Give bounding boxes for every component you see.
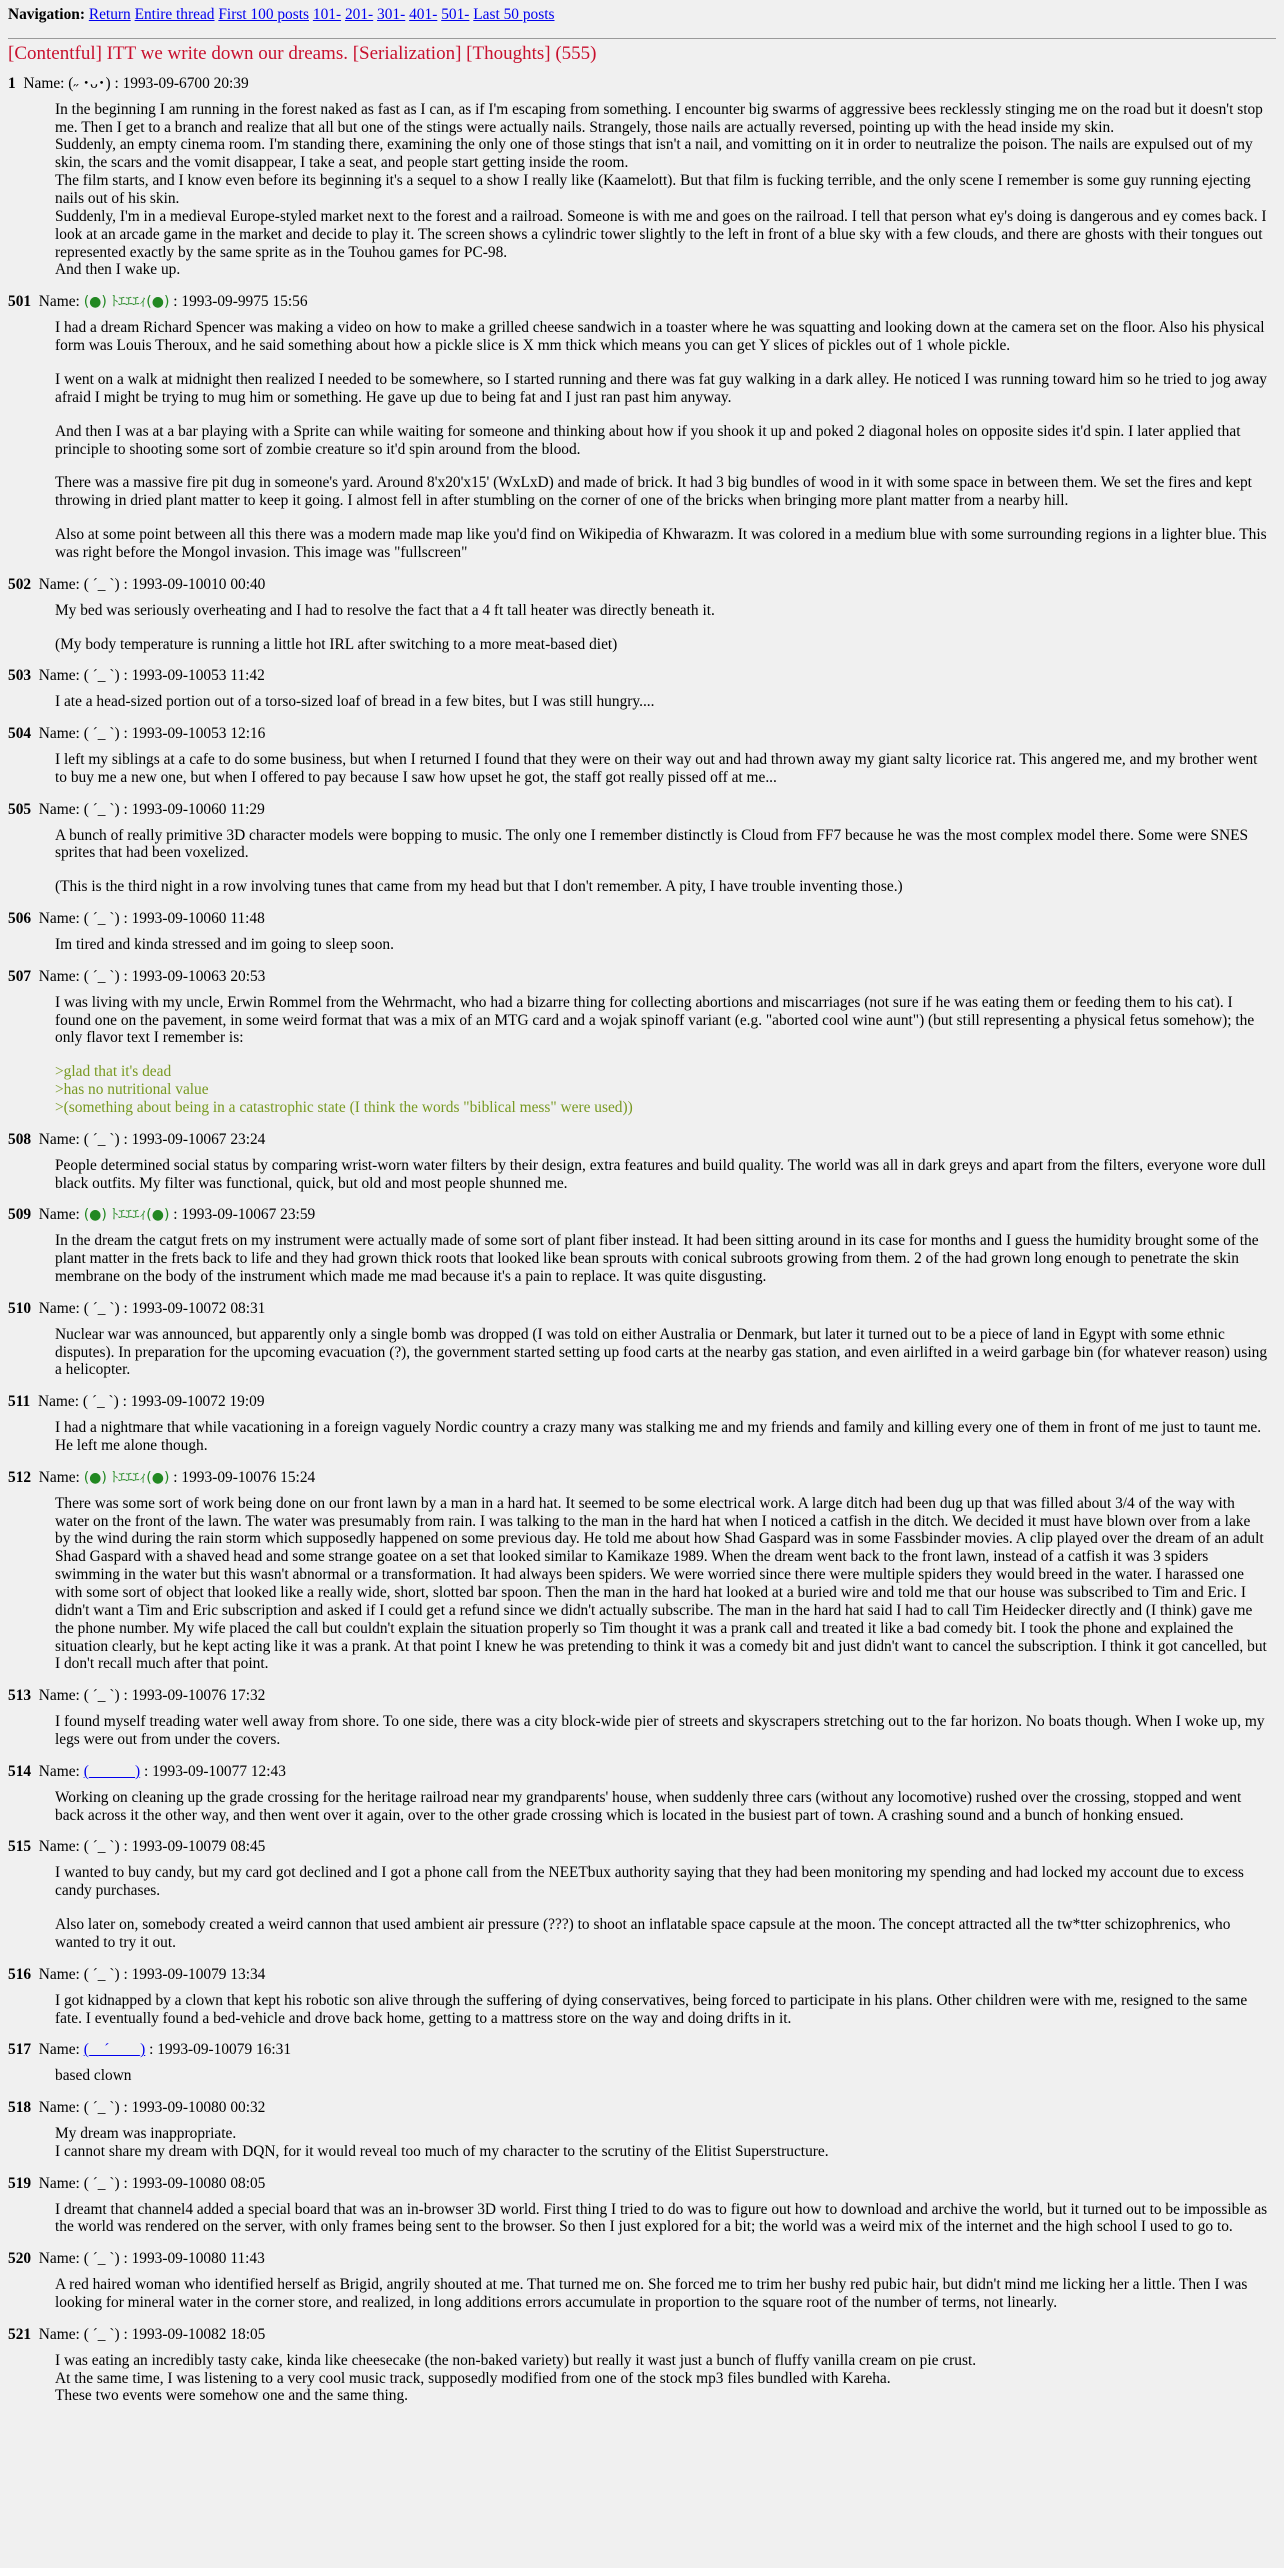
post-text-line: There was a massive fire pit dug in someone's yard. Around 8'x20'x15' (WxLxD) and made of brick. It had 3 big bundles of wood in it with some space in between them. We set the fires and kept throwing in dried plant matter to keep it going. I almost fell in after stumbling on the corner of one of the bricks when bringing more plant matter from a nearby hill. bbox=[55, 474, 1252, 510]
post-number[interactable]: 521 bbox=[8, 2325, 32, 2343]
post-paragraph bbox=[55, 1992, 1268, 2028]
name-label: Name: bbox=[38, 2041, 80, 2059]
post-date: 1993-09-6700 20:39 bbox=[122, 74, 249, 92]
post-body bbox=[55, 827, 1268, 897]
poster-name: ( ˊ_ ˋ) bbox=[83, 2250, 120, 2268]
post bbox=[8, 725, 1276, 787]
post-paragraph bbox=[55, 994, 1268, 1048]
post-text-line: I had a nightmare that while vacationing in a foreign vaguely Nordic country a crazy many was stalking me and my friends and family and killing every one of them in front of me just to taunt me. He left me alone though. bbox=[55, 1419, 1262, 1455]
post-paragraph bbox=[55, 2067, 1268, 2085]
post-number[interactable]: 517 bbox=[8, 2041, 32, 2059]
name-label: Name: bbox=[23, 74, 65, 92]
post bbox=[8, 910, 1276, 954]
nav-link-first-100[interactable]: First 100 posts bbox=[218, 6, 310, 23]
post-text-line: (My body temperature is running a little hot IRL after switching to a more meat-based diet) bbox=[55, 635, 618, 653]
post-paragraph bbox=[55, 878, 1268, 896]
post-text-line: Working on cleaning up the grade crossing for the heritage railroad near my grandparents' house, when suddenly three cars (without any locomotive) rushed over the crossing, stopped and went back across it the other way, and then went over it again, over to the other grade crossing which is located in the busiest part of town. A crashing sound and a bunch of honking ensued. bbox=[55, 1788, 1242, 1824]
post-body bbox=[55, 1326, 1268, 1380]
post-paragraph bbox=[55, 319, 1268, 355]
post-date: 1993-09-10067 23:59 bbox=[181, 1206, 316, 1224]
greentext-quote bbox=[55, 1063, 1268, 1117]
post bbox=[8, 75, 1276, 279]
post-header: 510 Name: ( ˊ_ ˋ) : 1993-09-10072 08:31 bbox=[8, 1299, 266, 1317]
name-label: Name: bbox=[38, 967, 80, 985]
post-header: 506 Name: ( ˊ_ ˋ) : 1993-09-10060 11:48 bbox=[8, 910, 265, 928]
post-date: 1993-09-10079 13:34 bbox=[131, 1965, 266, 1983]
name-label: Name: bbox=[38, 2099, 80, 2117]
post-number[interactable]: 513 bbox=[8, 1687, 32, 1705]
post bbox=[8, 1206, 1276, 1285]
poster-name-link[interactable]: (__ˊ____) bbox=[83, 2041, 146, 2059]
post-number[interactable]: 520 bbox=[8, 2250, 32, 2268]
name-label: Name: bbox=[38, 800, 80, 818]
navigation-label: Navigation: bbox=[8, 6, 85, 23]
post-header: 515 Name: ( ˊ_ ˋ) : 1993-09-10079 08:45 bbox=[8, 1838, 266, 1856]
post bbox=[8, 968, 1276, 1117]
post-date: 1993-09-10076 17:32 bbox=[131, 1687, 266, 1705]
post-header: 507 Name: ( ˊ_ ˋ) : 1993-09-10063 20:53 bbox=[8, 967, 266, 985]
post-header: 503 Name: ( ˊ_ ˋ) : 1993-09-10053 11:42 bbox=[8, 667, 265, 685]
post-body bbox=[55, 602, 1268, 654]
post bbox=[8, 2041, 1276, 2085]
post-paragraph bbox=[55, 1713, 1268, 1749]
post-date: 1993-09-10080 08:05 bbox=[131, 2174, 266, 2192]
post bbox=[8, 801, 1276, 896]
post-text-line: Suddenly, an empty cinema room. I'm standing there, examining the only one of those stings that isn't a nail, and vomitting on it in order to neutralize the poison. The nails are expulsed out of my skin, the scars and the vomit disappear, I take a seat, and people start getting inside the room. bbox=[55, 136, 1253, 172]
name-label: Name: bbox=[38, 293, 80, 311]
post-body bbox=[55, 994, 1268, 1117]
post bbox=[8, 2175, 1276, 2237]
post-text-line: The film starts, and I know even before its beginning it's a sequel to a show I really like (Kaamelott). But that film is fucking terrible, and the only scene I remember is some guy running ejecting nails out of his skin. bbox=[55, 172, 1251, 208]
post-date: 1993-09-10067 23:24 bbox=[131, 1130, 266, 1148]
post-text-line: I left my siblings at a cafe to do some business, but when I returned I found that they were on their way out and had thrown away my giant salty licorice rat. This angered me, and my brother went to buy me a new one, but when I offered to pay because I saw how upset he got, the staff got really pissed off at me... bbox=[55, 750, 1258, 786]
post-header: 502 Name: ( ˊ_ ˋ) : 1993-09-10010 00:40 bbox=[8, 575, 266, 593]
post-number[interactable]: 504 bbox=[8, 725, 32, 743]
post-body bbox=[55, 1157, 1268, 1193]
post-header: 520 Name: ( ˊ_ ˋ) : 1993-09-10080 11:43 bbox=[8, 2250, 265, 2268]
post-body bbox=[55, 1864, 1268, 1951]
post-number[interactable]: 515 bbox=[8, 1838, 32, 1856]
navigation-bar bbox=[8, 6, 1276, 24]
post-paragraph bbox=[55, 602, 1268, 620]
poster-name: ( ˊ_ ˋ) bbox=[83, 1838, 120, 1856]
poster-name: ( ˊ_ ˋ) bbox=[83, 575, 120, 593]
post-paragraph bbox=[55, 2276, 1268, 2312]
post-text-line: I dreamt that channel4 added a special board that was an in-browser 3D world. First thing I tried to do was to figure out how to download and archive the world, but it turned out to be impossible as the world was rendered on the server, with only frames being sent to the browser. So then I just explored for a bit; the world was a weird mix of the internet and the high school I used to go to. bbox=[55, 2200, 1268, 2236]
post-body bbox=[55, 1232, 1268, 1286]
post-text-line: I was eating an incredibly tasty cake, kinda like cheesecake (the non-baked variety) but really it wast just a bunch of fluffy vanilla cream on pie crust. bbox=[55, 2351, 977, 2369]
post-number[interactable]: 516 bbox=[8, 1965, 32, 1983]
post-number[interactable]: 518 bbox=[8, 2099, 32, 2117]
post-text-line: And then I was at a bar playing with a Sprite can while waiting for someone and thinking about how if you shook it up and poked 2 diagonal holes on opposite sides it'd spin. I later applied that principle to shooting some sort of zombie creature so it'd spin around from the blood. bbox=[55, 422, 1241, 458]
name-label: Name: bbox=[38, 1838, 80, 1856]
nav-link-return[interactable]: Return bbox=[88, 6, 131, 23]
post-text-line: People determined social status by comparing wrist-worn water filters by their design, extra features and build quality. The world was all in dark greys and apart from the filters, everyone wore dull black outfits. My filter was functional, quick, but old and most people shunned me. bbox=[55, 1156, 1266, 1192]
post-body bbox=[55, 2352, 1268, 2406]
poster-name: ( ˊ_ ˋ) bbox=[83, 1965, 120, 1983]
post-number[interactable]: 519 bbox=[8, 2174, 32, 2192]
post-date: 1993-09-10076 15:24 bbox=[181, 1468, 316, 1486]
post bbox=[8, 2250, 1276, 2312]
post-body bbox=[55, 2201, 1268, 2237]
post-text-line: And then I wake up. bbox=[55, 261, 181, 279]
post bbox=[8, 1687, 1276, 1749]
post-body bbox=[55, 1713, 1268, 1749]
post-header: 513 Name: ( ˊ_ ˋ) : 1993-09-10076 17:32 bbox=[8, 1687, 266, 1705]
post-date: 1993-09-10060 11:48 bbox=[131, 910, 265, 928]
post-paragraph bbox=[55, 827, 1268, 863]
poster-name: ( ˊ_ ˋ) bbox=[83, 725, 120, 743]
post-date: 1993-09-10082 18:05 bbox=[131, 2325, 266, 2343]
post-number[interactable]: 1 bbox=[8, 74, 16, 92]
poster-name: ( ˊ_ ˋ) bbox=[83, 2174, 120, 2192]
post-paragraph bbox=[55, 1864, 1268, 1900]
poster-name: ( ˊ_ ˋ) bbox=[83, 967, 120, 985]
post-text-line: I had a dream Richard Spencer was making a video on how to make a grilled cheese sandwich in a toaster where he was squatting and looking down at the camera set on the floor. Also his physical form was Louis Theroux, and he said something about how a pickle slice is X mm thick which means you can get Y slices of pickles out of 1 whole pickle. bbox=[55, 319, 1265, 355]
post-text-line: In the beginning I am running in the forest naked as fast as I can, as if I'm escaping from something. I encounter big swarms of aggressive bees recklessly stinging me on the road but it doesn't stop me. Then I get to a branch and realize that all but one of the stings were actually nails. Strangely, those nails are actually reversed, pointing up with the head inside my skin. bbox=[55, 100, 1263, 136]
poster-name: ( ˊ_ ˋ) bbox=[83, 800, 120, 818]
name-label: Name: bbox=[38, 1130, 80, 1148]
post-number[interactable]: 505 bbox=[8, 800, 32, 818]
post-header: 501 Name: (●) ﾄｴｴｴｨ(●) : 1993-09-9975 15:56 bbox=[8, 293, 308, 311]
post-paragraph bbox=[55, 636, 1268, 654]
post-body bbox=[55, 2067, 1268, 2085]
post-paragraph bbox=[55, 1916, 1268, 1952]
post-paragraph bbox=[55, 1157, 1268, 1193]
poster-name: ( ˊ_ ˋ) bbox=[83, 910, 120, 928]
post-paragraph bbox=[55, 693, 1268, 711]
name-label: Name: bbox=[38, 575, 80, 593]
post bbox=[8, 293, 1276, 561]
post-body bbox=[55, 693, 1268, 711]
post-number[interactable]: 508 bbox=[8, 1130, 32, 1148]
post-paragraph bbox=[55, 423, 1268, 459]
post-body bbox=[55, 2125, 1268, 2161]
post-text-line: At the same time, I was listening to a very cool music track, supposedly modified from one of the stock mp3 files bundled with Kareha. bbox=[55, 2369, 891, 2387]
post bbox=[8, 1763, 1276, 1825]
post-number[interactable]: 507 bbox=[8, 967, 32, 985]
post-body bbox=[55, 1495, 1268, 1674]
nav-link-101[interactable]: 101- bbox=[312, 6, 342, 23]
post-header: 508 Name: ( ˊ_ ˋ) : 1993-09-10067 23:24 bbox=[8, 1130, 266, 1148]
post-text-line: My bed was seriously overheating and I had to resolve the fact that a 4 ft tall heater was directly beneath it. bbox=[55, 601, 715, 619]
post-text-line: Nuclear war was announced, but apparently only a single bomb was dropped (I was told on either Australia or Denmark, but later it turned out to be a piece of land in Egypt with some ethnic disputes). In preparation for the upcoming evacuation (?), the government started setting up food carts at the nearby gas station, and even airlifted in a weird garbage bin (for whatever reason) using a helicopter. bbox=[55, 1325, 1268, 1379]
post-date: 1993-09-10063 20:53 bbox=[131, 967, 266, 985]
post-date: 1993-09-10072 19:09 bbox=[130, 1393, 265, 1411]
post-number[interactable]: 503 bbox=[8, 667, 32, 685]
post bbox=[8, 1131, 1276, 1193]
post-paragraph bbox=[55, 526, 1268, 562]
nav-link-201[interactable]: 201- bbox=[344, 6, 374, 23]
post-number[interactable]: 514 bbox=[8, 1762, 32, 1780]
post-paragraph bbox=[55, 101, 1268, 280]
post-paragraph bbox=[55, 1232, 1268, 1286]
post-number[interactable]: 506 bbox=[8, 910, 32, 928]
divider bbox=[8, 38, 1276, 39]
post-paragraph bbox=[55, 2201, 1268, 2237]
post-list bbox=[8, 75, 1276, 2405]
post-text-line: My dream was inappropriate. bbox=[55, 2124, 237, 2142]
nav-link-entire-thread[interactable]: Entire thread bbox=[134, 6, 215, 23]
post-number[interactable]: 501 bbox=[8, 293, 32, 311]
post-paragraph bbox=[55, 474, 1268, 510]
post-text-line: I was living with my uncle, Erwin Rommel from the Wehrmacht, who had a bizarre thing for collecting abortions and miscarriages (not sure if he was eating them or feeding them to his cat). I found one on the pavement, in some weird format that was a mix of an MTG card and a wojak spinoff variant (e.g. "aborted cool wine aunt") (but still representing a physical fetus somehow); the only flavor text I remember is: bbox=[55, 993, 1255, 1047]
post-header: 505 Name: ( ˊ_ ˋ) : 1993-09-10060 11:29 bbox=[8, 800, 265, 818]
poster-name: (˶ ･ᴗ･) bbox=[68, 74, 111, 92]
post-header: 509 Name: (●) ﾄｴｴｴｨ(●) : 1993-09-10067 23:59 bbox=[8, 1206, 316, 1224]
post-number[interactable]: 512 bbox=[8, 1468, 32, 1486]
post-date: 1993-09-10053 12:16 bbox=[131, 725, 266, 743]
post-header: 518 Name: ( ˊ_ ˋ) : 1993-09-10080 00:32 bbox=[8, 2099, 266, 2117]
post-text-line: I cannot share my dream with DQN, for it would reveal too much of my character to the scrutiny of the Elitist Superstructure. bbox=[55, 2142, 829, 2160]
post bbox=[8, 2099, 1276, 2161]
post bbox=[8, 1966, 1276, 2028]
post-header: 512 Name: (●) ﾄｴｴｴｨ(●) : 1993-09-10076 15:24 bbox=[8, 1468, 316, 1486]
post-body bbox=[55, 1419, 1268, 1455]
post-date: 1993-09-10077 12:43 bbox=[152, 1762, 286, 1780]
post-date: 1993-09-10079 16:31 bbox=[157, 2041, 292, 2059]
poster-name: ( ˊ_ ˋ) bbox=[83, 1299, 120, 1317]
post-date: 1993-09-10080 00:32 bbox=[131, 2099, 266, 2117]
post-text-line: I ate a head-sized portion out of a torso-sized loaf of bread in a few bites, but I was still hungry.... bbox=[55, 693, 655, 711]
post-body bbox=[55, 101, 1268, 280]
post-date: 1993-09-10010 00:40 bbox=[131, 575, 266, 593]
name-label: Name: bbox=[38, 2325, 80, 2343]
post-paragraph bbox=[55, 936, 1268, 954]
post-date: 1993-09-10053 11:42 bbox=[131, 667, 265, 685]
post-date: 1993-09-10079 08:45 bbox=[131, 1838, 266, 1856]
post-date: 1993-09-9975 15:56 bbox=[181, 293, 308, 311]
post-header: 1 Name: (˶ ･ᴗ･) : 1993-09-6700 20:39 bbox=[8, 74, 249, 92]
post-text-line: I wanted to buy candy, but my card got declined and I got a phone call from the NEETbux authority saying that they had been monitoring my spending and had locked my account due to excess candy purchases. bbox=[55, 1864, 1244, 1900]
name-label: Name: bbox=[38, 667, 80, 685]
post-header: 516 Name: ( ˊ_ ˋ) : 1993-09-10079 13:34 bbox=[8, 1965, 266, 1983]
post-header: 514 Name: (______) : 1993-09-10077 12:43 bbox=[8, 1762, 286, 1780]
post-number[interactable]: 509 bbox=[8, 1206, 32, 1224]
poster-name-link[interactable]: (______) bbox=[83, 1762, 141, 1780]
post-paragraph bbox=[55, 1419, 1268, 1455]
post-text-line: Also later on, somebody created a weird cannon that used ambient air pressure (???) to shoot an inflatable space capsule at the moon. The concept attracted all the tw*tter schizophrenics, who wanted to try it out. bbox=[55, 1916, 1231, 1951]
name-label: Name: bbox=[38, 1687, 80, 1705]
post-text-line: Suddenly, I'm in a medieval Europe-styled market next to the forest and a railroad. Someone is with me and goes on the railroad. I tell that person what ey's doing is dangerous and ey comes back. I look at an arcade game in the market and decide to play it. The screen shows a cylindric tower slightly to the left in front of a blue sky with a few clouds, and there are ghosts with their tongues out represented exactly by the same sprite as in the Touhou games for PC-98. bbox=[55, 207, 1267, 261]
post-text-line: Im tired and kinda stressed and im going to sleep soon. bbox=[55, 935, 394, 953]
name-label: Name: bbox=[38, 2174, 80, 2192]
nav-link-last-50[interactable]: Last 50 posts bbox=[473, 6, 555, 23]
post-header: 511 Name: ( ˊ_ ˋ) : 1993-09-10072 19:09 bbox=[8, 1393, 265, 1411]
post-text-line: In the dream the catgut frets on my instrument were actually made of some sort of plant fiber instead. It had been sitting around in its case for months and I guess the humidity brought some of the plant matter in the frets back to life and they had grown thick roots that looked like bean sprouts with conical subroots growing from them. 2 of the had grown long enough to penetrate the skin membrane on the body of the instrument which made me mad because it's a pain to replace. It was quite disgusting. bbox=[55, 1232, 1259, 1285]
post-date: 1993-09-10060 11:29 bbox=[131, 800, 265, 818]
post-header: 517 Name: (__ˊ____) : 1993-09-10079 16:31 bbox=[8, 2041, 292, 2059]
post-body bbox=[55, 319, 1268, 562]
post-header: 521 Name: ( ˊ_ ˋ) : 1993-09-10082 18:05 bbox=[8, 2325, 266, 2343]
name-label: Name: bbox=[38, 910, 80, 928]
post bbox=[8, 2326, 1276, 2405]
post-text-line: I got kidnapped by a clown that kept his robotic son alive through the suffering of dying conservatives, being forced to participate in his plans. Other children were with me, resigned to the same fate. I eventually found a bed-vehicle and drove back home, getting to a mattress store on the way and doing drifts in it. bbox=[55, 1991, 1248, 2027]
post-text-line: (This is the third night in a row involving tunes that came from my head but that I don't remember. A pity, I have trouble inventing those.) bbox=[55, 878, 903, 896]
post bbox=[8, 1300, 1276, 1379]
name-label: Name: bbox=[38, 1762, 80, 1780]
poster-name: ( ˊ_ ˋ) bbox=[83, 1687, 120, 1705]
post-paragraph bbox=[55, 2352, 1268, 2406]
name-label: Name: bbox=[38, 1468, 80, 1486]
post-date: 1993-09-10072 08:31 bbox=[131, 1299, 266, 1317]
name-label: Name: bbox=[38, 1206, 80, 1224]
nav-link-301[interactable]: 301- bbox=[377, 6, 406, 23]
post-text-line: A bunch of really primitive 3D character models were bopping to music. The only one I remember distinctly is Cloud from FF7 because he was the most complex model there. Some were SNES sprites that had been voxelized. bbox=[55, 826, 1249, 862]
name-label: Name: bbox=[38, 2250, 80, 2268]
name-label: Name: bbox=[37, 1393, 79, 1411]
thread-title: [Contentful] ITT we write down our dreams. [Serialization] [Thoughts] (555) bbox=[8, 42, 597, 64]
post-paragraph bbox=[55, 751, 1268, 787]
post bbox=[8, 1469, 1276, 1673]
post-text-line: I went on a walk at midnight then realized I needed to be somewhere, so I started running and there was fat guy walking in a dark alley. He noticed I was running toward him so he tried to jog away afraid I might be trying to mug him or something. He gave up due to being fat and I just ran past him anyway. bbox=[55, 370, 1267, 406]
nav-link-401[interactable]: 401- bbox=[409, 6, 438, 23]
post-header: 504 Name: ( ˊ_ ˋ) : 1993-09-10053 12:16 bbox=[8, 725, 266, 743]
post bbox=[8, 1838, 1276, 1951]
post-text-line: I found myself treading water well away from shore. To one side, there was a city block-wide pier of streets and skyscrapers stretching out to the far horizon. No boats though. When I woke up, my legs were out from under the covers. bbox=[55, 1713, 1265, 1749]
post-number[interactable]: 502 bbox=[8, 575, 32, 593]
name-label: Name: bbox=[38, 1299, 80, 1317]
poster-name: (●) ﾄｴｴｴｨ(●) bbox=[83, 1207, 170, 1224]
post bbox=[8, 576, 1276, 654]
poster-name: (●) ﾄｴｴｴｨ(●) bbox=[83, 294, 170, 311]
quote-line: >(something about being in a catastrophic state (I think the words "biblical mess" were used)) bbox=[55, 1098, 633, 1116]
post-paragraph bbox=[55, 1495, 1268, 1674]
post-number[interactable]: 510 bbox=[8, 1299, 32, 1317]
post-header: 519 Name: ( ˊ_ ˋ) : 1993-09-10080 08:05 bbox=[8, 2174, 266, 2192]
post-text-line: based clown bbox=[55, 2067, 132, 2085]
poster-name: ( ˊ_ ˋ) bbox=[82, 1393, 119, 1411]
quote-line: >glad that it's dead bbox=[55, 1063, 172, 1081]
post-number[interactable]: 511 bbox=[8, 1393, 31, 1411]
post-body bbox=[55, 1992, 1268, 2028]
poster-name: (●) ﾄｴｴｴｨ(●) bbox=[83, 1469, 170, 1486]
post-body bbox=[55, 751, 1268, 787]
quote-line: >has no nutritional value bbox=[55, 1081, 209, 1099]
post-text-line: A red haired woman who identified herself as Brigid, angrily shouted at me. That turned me on. She forced me to trim her bushy red pubic hair, but didn't mind me licking her a little. Then I was looking for mineral water in the corner store, and realized, in long additions errors accumulate in proportion to the square root of the number of terms, not linearly. bbox=[55, 2276, 1248, 2311]
post-paragraph bbox=[55, 2125, 1268, 2161]
post-paragraph bbox=[55, 1789, 1268, 1825]
nav-link-501[interactable]: 501- bbox=[441, 6, 470, 23]
post-date: 1993-09-10080 11:43 bbox=[131, 2250, 265, 2268]
poster-name: ( ˊ_ ˋ) bbox=[83, 2099, 120, 2117]
poster-name: ( ˊ_ ˋ) bbox=[83, 667, 120, 685]
post bbox=[8, 667, 1276, 711]
post-text-line: These two events were somehow one and the same thing. bbox=[55, 2387, 409, 2405]
post bbox=[8, 1393, 1276, 1455]
post-text-line: There was some sort of work being done on our front lawn by a man in a hard hat. It seemed to be some electrical work. A large ditch had been dug up that was filled about 3/4 of the way with water on the front of the lawn. The water was presumably from rain. I was talking to the man in the hard hat when I noticed a catfish in the ditch. We decided it must have blown over from a lake by the wind during the rain storm which supposedly happened on some previous day. He told me about how Shad Gaspard was in some Fassbinder movies. A clip played over the dream of an adult Shad Gaspard with a shaved head and some strange goatee on a set that looked similar to Kamikaze 1989. When the dream went back to the front lawn, instead of a catfish it was 3 spiders swimming in the water but this wasn't abnormal or a transformation. It had always been spiders. We were worried since there were multiple spiders they would breed in the water. I harassed one with some sort of object that looked like a really wide, short, slotted bar spoon. Then the man in the hard hat looked at a buried wire and told me that our house was subscribed to Tim and Eric. I didn't want a Tim and Eric subscription and asked if I could get a refund since we didn't actually subscribe. The man in the hard hat said I had to call Tim Heidecker directly and (I think) gave me the phone number. My wife placed the call but couldn't explain the situation properly so Tim thought it was a prank call and treated it like a bad comedy bit. I took the phone and explained the situation clearly, but he kept acting like it was a prank. At that point I knew he was pretending to think it was a comedy bit and just didn't want to cancel the subscription. I think it got cancelled, but I don't recall much after that point. bbox=[55, 1494, 1267, 1673]
name-label: Name: bbox=[38, 725, 80, 743]
post-paragraph bbox=[55, 1326, 1268, 1380]
post-paragraph bbox=[55, 371, 1268, 407]
post-text-line: Also at some point between all this there was a modern made map like you'd find on Wikipedia of Khwarazm. It was colored in a medium blue with some surrounding regions in a lighter blue. This was right before the Mongol invasion. This image was "fullscreen" bbox=[55, 526, 1267, 561]
poster-name: ( ˊ_ ˋ) bbox=[83, 2325, 120, 2343]
name-label: Name: bbox=[38, 1965, 80, 1983]
post-body bbox=[55, 2276, 1268, 2312]
post-body bbox=[55, 1789, 1268, 1825]
poster-name: ( ˊ_ ˋ) bbox=[83, 1130, 120, 1148]
post-body bbox=[55, 936, 1268, 954]
